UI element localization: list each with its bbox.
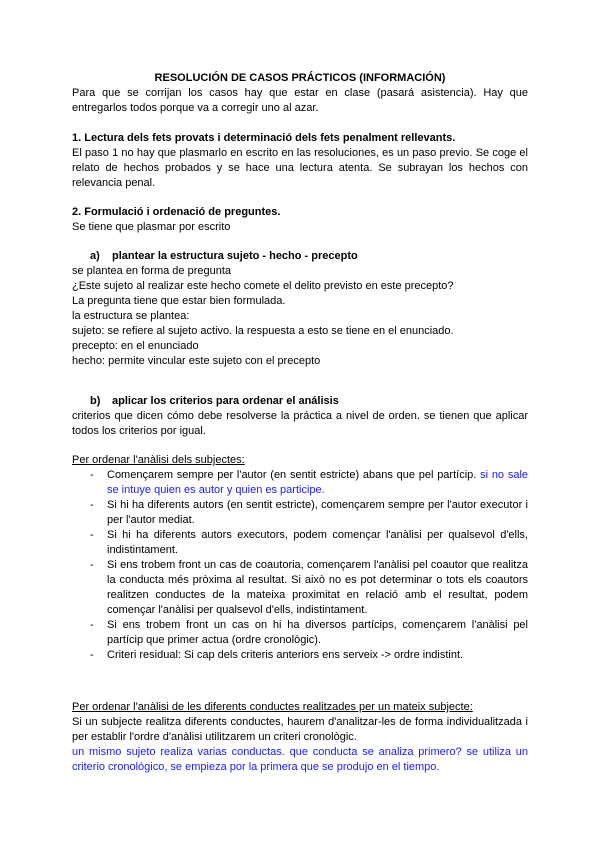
section2-text: Se tiene que plasmar por escrito <box>72 221 231 233</box>
section2-heading: 2. Formulació i ordenació de preguntes. <box>72 206 281 218</box>
section1-text: El paso 1 no hay que plasmarlo en escrito en las resoluciones, es un paso previo. Se coge el relato de hechos probados y se hace una lectura atenta. Se subrayan los hechos con relevancia penal. <box>72 147 528 189</box>
list-item <box>72 558 528 618</box>
subsection-b-title: aplicar los criterios para ordenar el análisis <box>112 395 339 407</box>
list-item <box>72 528 528 558</box>
a-line: La pregunta tiene que estar bien formulada. <box>72 295 286 307</box>
list-item-text: Si hi ha diferents autors (en sentit estricte), començarem sempre per l'autor executor i per l'autor mediat. <box>107 499 528 526</box>
subsection-a-title: plantear la estructura sujeto - hecho - precepto <box>112 250 358 262</box>
list-item-text: Si hi ha diferents autors executors, podem començar l'anàlisi per qualsevol d'ells, indistintament. <box>107 529 528 556</box>
handwritten-note: si no sale se intuye quien es autor y quien es participe. <box>107 469 529 496</box>
conducts-text: Si un subjecte realitza diferents conductes, haurem d'analitzar-les de forma individualitzada i per establir l'ordre d'anàlisi utilitzarem un criteri cronològic. <box>72 716 528 743</box>
a-line: se plantea en forma de pregunta <box>72 265 232 277</box>
list-item-text: Si ens trobem front un cas de coautoria, començarem l'anàlisi pel coautor que realitza la conducta més pròxima al resultat. Si això no es pot determinar o tots els coautors realitzen conductes de la mateixa proximitat en relació amb el resultat, podem començar l'anàlisi per qualsevol d'ells, indistintament. <box>107 559 528 616</box>
list-item <box>72 648 528 663</box>
list-item <box>72 468 528 498</box>
conducts-note: un mismo sujeto realiza varias conductas. que conducta se analiza primero? se utiliza un criterio cronológico, se empieza por la primera que se produjo en el tiempo. <box>72 746 528 773</box>
subsection-a-lines <box>72 264 528 369</box>
bullet-dash: - <box>90 529 94 541</box>
bullet-dash: - <box>90 619 94 631</box>
a-line: la estructura se plantea: <box>72 310 190 322</box>
bullet-dash: - <box>90 559 94 571</box>
bullet-dash: - <box>90 499 94 511</box>
section1-heading: 1. Lectura dels fets provats i determinació dels fets penalment rellevants. <box>72 132 456 144</box>
subsection-b-text: criterios que dicen cómo debe resolverse la práctica a nivel de orden. se tienen que aplicar todos los criterios por igual. <box>72 410 528 437</box>
intro-paragraph: Para que se corrijan los casos hay que estar en clase (pasará asistencia). Hay que entregarlos todos porque va a corregir uno al azar. <box>72 87 528 114</box>
a-line: hecho: permite vincular este sujeto con el precepto <box>72 355 321 367</box>
list-item-text: Criteri residual: Si cap dels criteris anteriors ens serveix -> ordre indistint. <box>107 649 464 661</box>
subjects-heading: Per ordenar l'anàlisi dels subjectes: <box>72 454 245 466</box>
bullet-dash: - <box>90 649 94 661</box>
list-item <box>72 618 528 648</box>
a-line: ¿Este sujeto al realizar este hecho comete el delito previsto en este precepto? <box>72 280 454 292</box>
subsection-b-marker: b) <box>90 395 101 407</box>
a-line: precepto: en el enunciado <box>72 340 199 352</box>
list-item-text: Si ens trobem front un cas on hi ha diversos partícips, començarem l'anàlisi pel partícip que primer actua (ordre cronològic). <box>107 619 528 646</box>
bullet-dash: - <box>90 469 94 481</box>
a-line: sujeto: se refiere al sujeto activo. la respuesta a esto se tiene en el enunciado. <box>72 325 454 337</box>
page-title: RESOLUCIÓN DE CASOS PRÁCTICOS (INFORMACIÓN) <box>154 72 446 84</box>
subsection-a-marker: a) <box>90 250 100 262</box>
list-item-text: Començarem sempre per l'autor (en sentit estricte) abans que pel partícip. <box>107 469 477 481</box>
subsection-a-heading <box>90 249 528 264</box>
subsection-b-heading <box>90 394 528 409</box>
conducts-heading: Per ordenar l'anàlisi de les diferents conductes realitzades per un mateix subjecte: <box>72 701 473 713</box>
list-item <box>72 498 528 528</box>
subjects-list <box>72 468 528 663</box>
